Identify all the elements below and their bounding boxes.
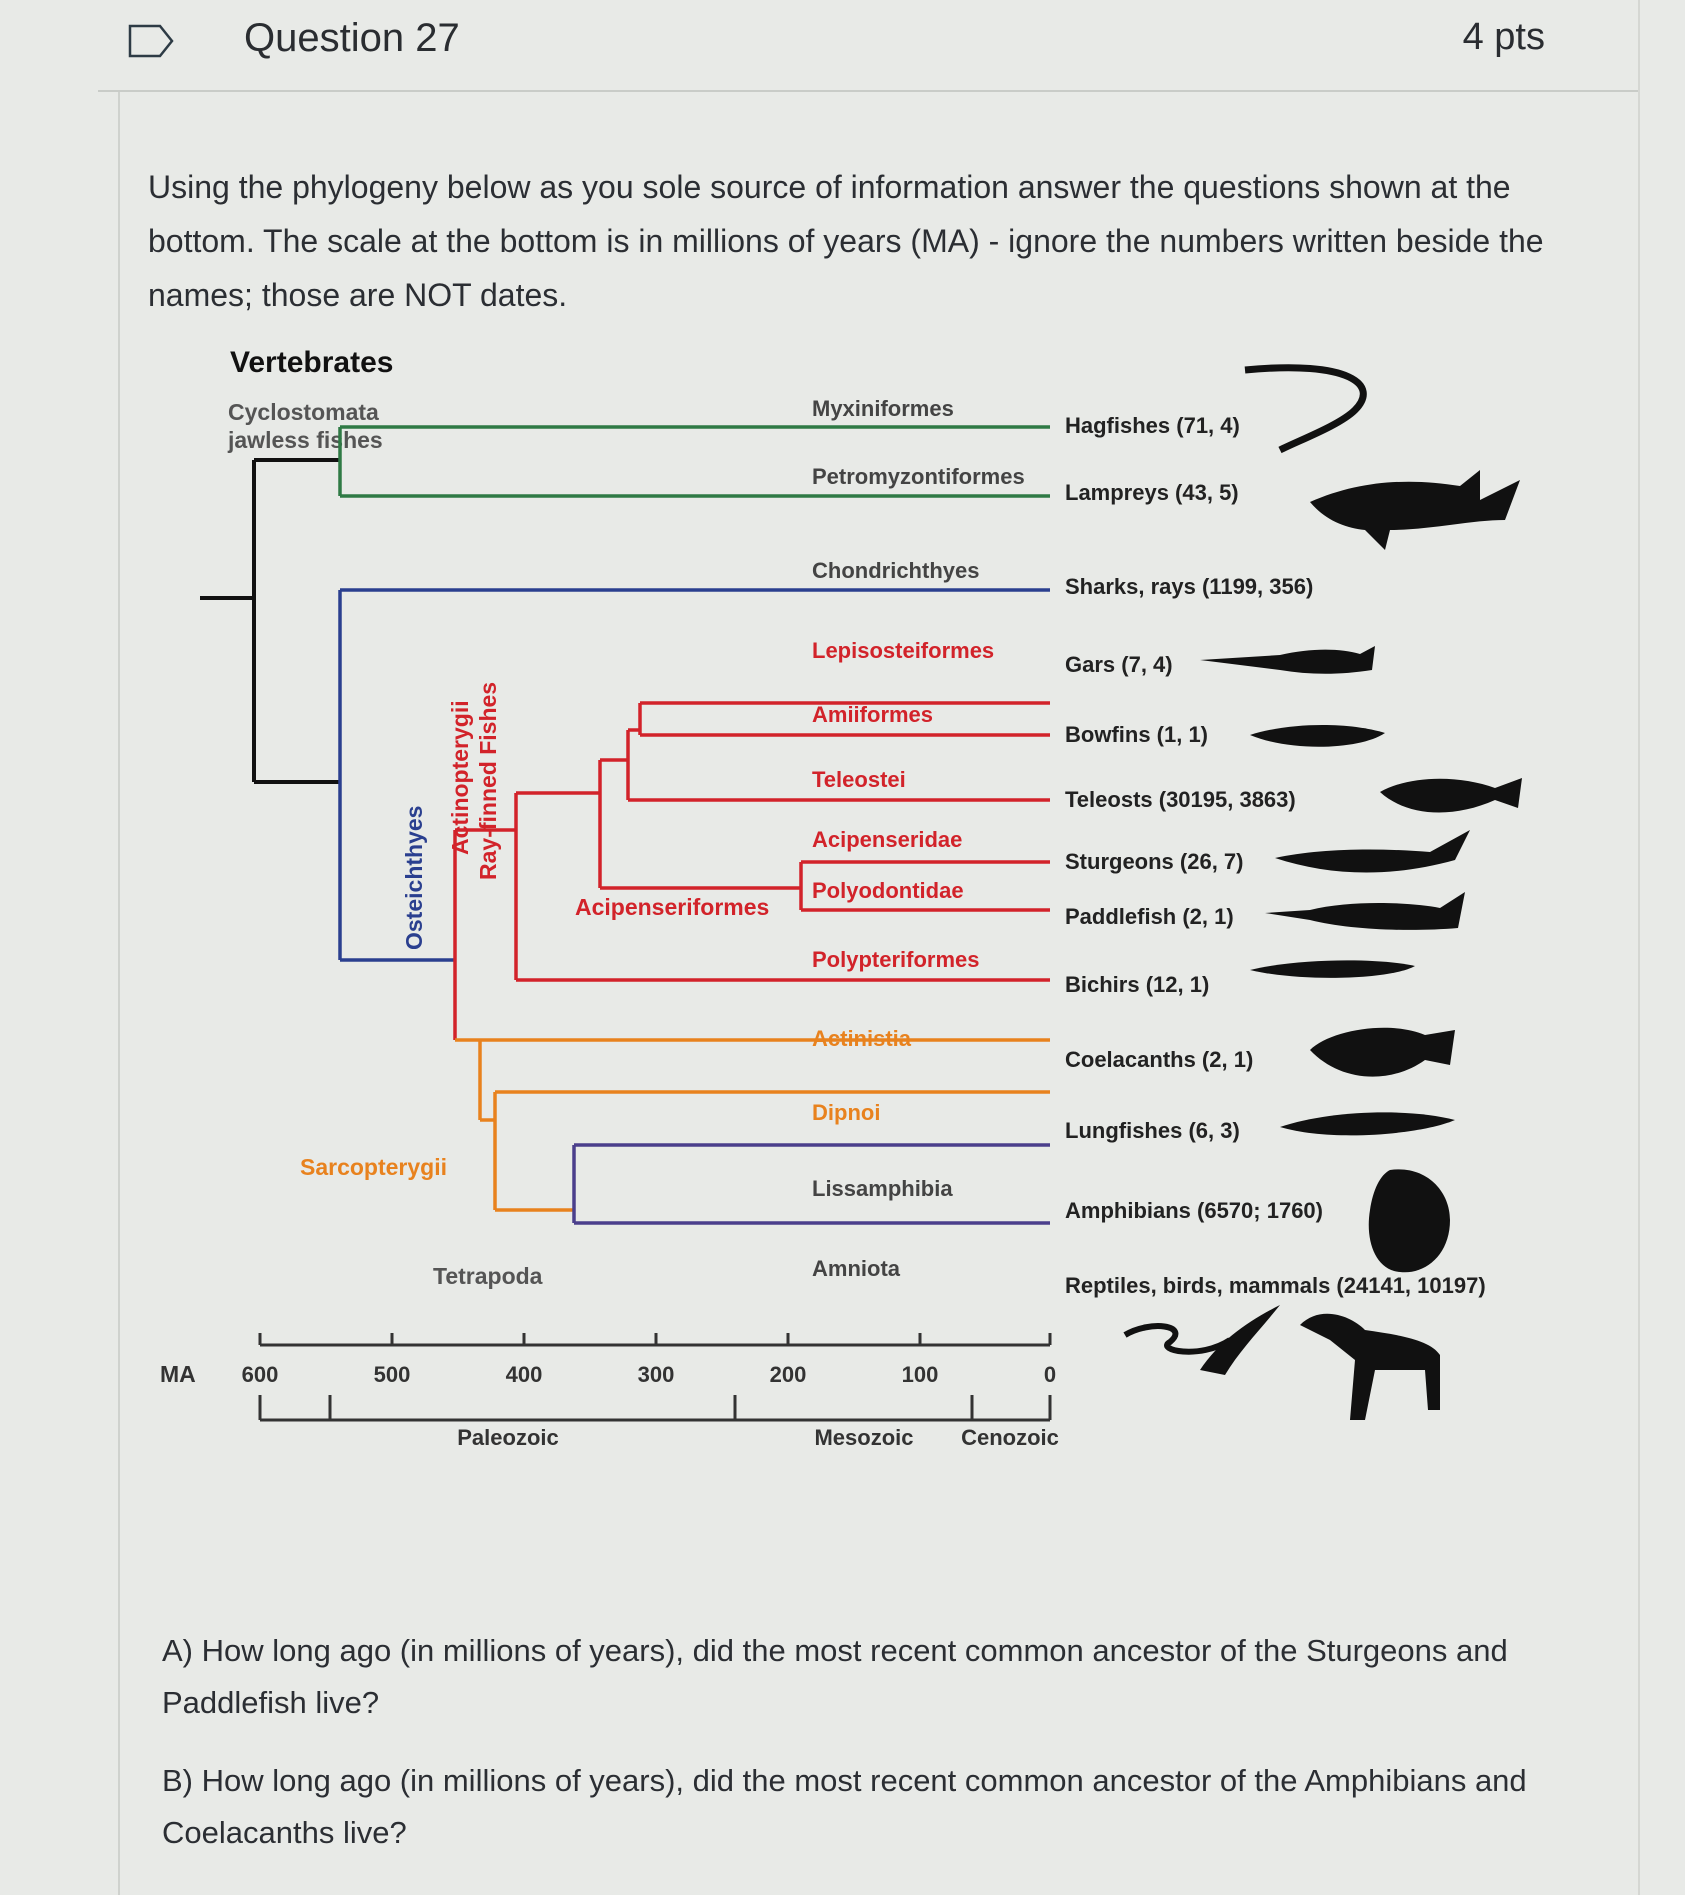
tick-label: 500 bbox=[373, 1362, 411, 1387]
tick-label: 100 bbox=[901, 1362, 939, 1387]
taxon-label: Coelacanths (2, 1) bbox=[1065, 1047, 1254, 1072]
sturgeon-icon bbox=[1275, 830, 1470, 873]
question-header bbox=[98, 0, 1638, 92]
tick-label: 300 bbox=[637, 1362, 675, 1387]
era-label: Paleozoic bbox=[457, 1425, 559, 1450]
paddlefish-icon bbox=[1265, 892, 1465, 930]
clade-label-ray-finned: Ray-finned Fishes bbox=[475, 681, 501, 880]
shark-icon bbox=[1310, 470, 1520, 550]
taxon-label: Bichirs (12, 1) bbox=[1065, 972, 1210, 997]
taxon-label: Lampreys (43, 5) bbox=[1065, 480, 1239, 505]
order-labels bbox=[812, 396, 1025, 1281]
taxon-label: Lungfishes (6, 3) bbox=[1065, 1118, 1240, 1143]
clade-label-sarcopterygii: Sarcopterygii bbox=[300, 1154, 447, 1180]
bird-icon bbox=[1200, 1305, 1280, 1375]
clade-label-acipenseriformes: Acipenseriformes bbox=[575, 894, 770, 920]
axis-unit-label: MA bbox=[160, 1361, 196, 1387]
order-label: Teleostei bbox=[812, 767, 906, 792]
figure-title: Vertebrates bbox=[230, 346, 394, 379]
taxon-label: Teleosts (30195, 3863) bbox=[1065, 787, 1296, 812]
taxon-label: Hagfishes (71, 4) bbox=[1065, 413, 1240, 438]
hagfish-icon bbox=[1245, 368, 1363, 450]
left-divider bbox=[118, 90, 120, 1895]
horse-icon bbox=[1300, 1314, 1440, 1420]
tick-label: 0 bbox=[1043, 1362, 1057, 1387]
coelacanth-icon bbox=[1310, 1028, 1455, 1077]
question-a: A) How long ago (in millions of years), did the most recent common ancestor of the Sturgeons and Paddlefish live? bbox=[162, 1633, 1508, 1720]
phylogeny-figure bbox=[150, 330, 1650, 1480]
bichir-icon bbox=[1250, 960, 1415, 977]
clade-label-actinopterygii: Actinopterygii bbox=[447, 700, 473, 855]
frog-icon bbox=[1369, 1169, 1450, 1272]
sarcopterygii-branches bbox=[455, 1040, 1050, 1210]
flag-question-icon[interactable] bbox=[128, 24, 174, 58]
question-intro: Using the phylogeny below as you sole source of information answer the questions shown at the bottom. The scale at the bottom is in millions of years (MA) - ignore the numbers written beside the names; those are NOT dates. bbox=[148, 169, 1544, 313]
gar-icon bbox=[1200, 646, 1375, 674]
order-label: Polypteriformes bbox=[812, 947, 980, 972]
question-points: 4 pts bbox=[1462, 16, 1545, 58]
clade-label-tetrapoda: Tetrapoda bbox=[433, 1263, 543, 1289]
taxon-label: Paddlefish (2, 1) bbox=[1065, 904, 1234, 929]
question-b: B) How long ago (in millions of years), did the most recent common ancestor of the Amphibians and Coelacanths live? bbox=[162, 1763, 1527, 1850]
root-branches bbox=[200, 460, 340, 782]
animal-silhouettes bbox=[1125, 368, 1522, 1420]
teleost-icon bbox=[1380, 778, 1522, 812]
taxon-label: Sturgeons (26, 7) bbox=[1065, 849, 1244, 874]
order-label: Amiiformes bbox=[812, 702, 934, 727]
clade-label-cyclostomata: Cyclostomata bbox=[228, 399, 379, 425]
clade-label-jawless: jawless fishes bbox=[228, 427, 383, 453]
era-label: Mesozoic bbox=[814, 1425, 914, 1450]
order-label: Polyodontidae bbox=[812, 878, 964, 903]
snake-icon bbox=[1125, 1326, 1230, 1352]
order-label: Acipenseridae bbox=[812, 827, 963, 852]
clade-label-osteichthyes: Osteichthyes bbox=[401, 805, 427, 950]
order-label: Petromyzontiformes bbox=[812, 464, 1025, 489]
bowfin-icon bbox=[1250, 725, 1385, 747]
era-label: Cenozoic bbox=[961, 1425, 1059, 1450]
taxon-label: Sharks, rays (1199, 356) bbox=[1065, 574, 1314, 599]
order-label: Actinistia bbox=[812, 1026, 912, 1051]
order-label: Lissamphibia bbox=[812, 1176, 953, 1201]
lungfish-icon bbox=[1280, 1112, 1455, 1135]
order-label: Amniota bbox=[812, 1256, 900, 1281]
taxon-label: Bowfins (1, 1) bbox=[1065, 722, 1209, 747]
axis-tick-labels bbox=[242, 1362, 1056, 1387]
tick-label: 600 bbox=[241, 1362, 279, 1387]
order-label: Myxiniformes bbox=[812, 396, 954, 421]
order-label: Chondrichthyes bbox=[812, 558, 980, 583]
tick-label: 400 bbox=[505, 1362, 543, 1387]
taxon-label: Gars (7, 4) bbox=[1065, 652, 1173, 677]
question-title: Question 27 bbox=[244, 16, 460, 60]
taxon-label: Reptiles, birds, mammals (24141, 10197) bbox=[1065, 1273, 1486, 1298]
tick-label: 200 bbox=[769, 1362, 807, 1387]
order-label: Lepisosteiformes bbox=[812, 638, 995, 663]
era-labels bbox=[457, 1425, 1059, 1450]
actinopterygii-branches bbox=[455, 703, 1050, 1040]
order-label: Dipnoi bbox=[812, 1100, 881, 1125]
taxon-label: Amphibians (6570; 1760) bbox=[1065, 1198, 1323, 1223]
